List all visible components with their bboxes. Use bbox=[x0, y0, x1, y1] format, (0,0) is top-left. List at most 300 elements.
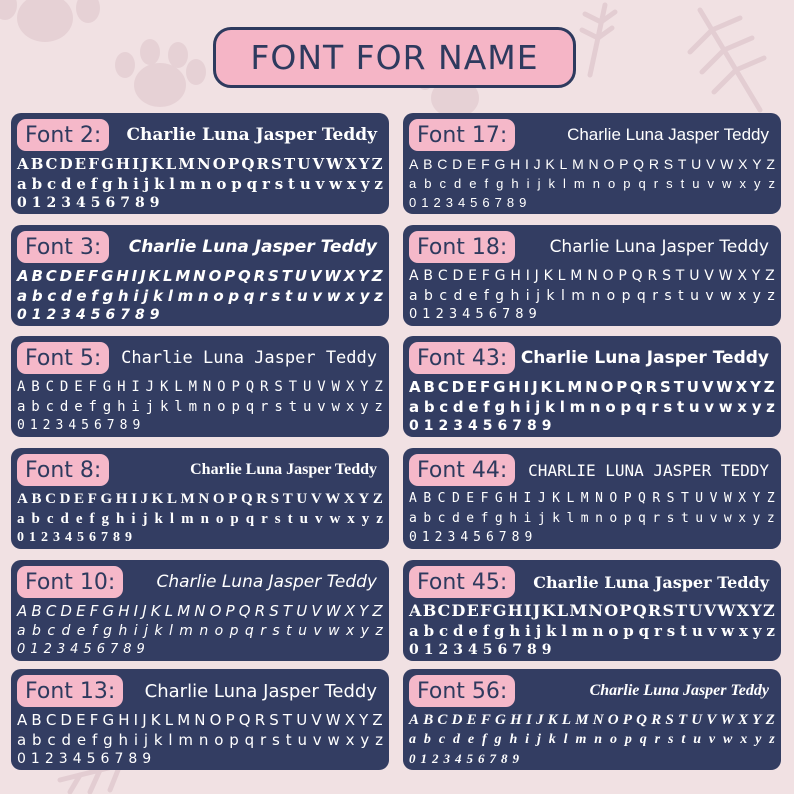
font-card bbox=[11, 336, 389, 437]
glyph: B bbox=[423, 491, 432, 506]
glyph: U bbox=[691, 712, 703, 728]
glyph: j bbox=[536, 732, 541, 747]
glyph: v bbox=[313, 623, 322, 639]
glyph: L bbox=[557, 268, 566, 284]
glyph: h bbox=[509, 398, 521, 416]
glyph: J bbox=[537, 491, 546, 506]
glyph: I bbox=[131, 379, 140, 395]
glyph: 1 bbox=[31, 307, 42, 323]
glyph: V bbox=[706, 156, 716, 172]
glyph: r bbox=[259, 287, 267, 305]
glyph: W bbox=[326, 155, 344, 173]
glyph: c bbox=[46, 175, 57, 193]
glyph: C bbox=[45, 379, 55, 395]
glyph: G bbox=[493, 378, 506, 396]
glyph: j bbox=[143, 175, 150, 193]
glyph: s bbox=[663, 398, 673, 416]
glyph: b bbox=[31, 511, 40, 527]
glyph: 0 bbox=[409, 418, 419, 434]
lowercase-row bbox=[409, 287, 775, 305]
glyph: X bbox=[738, 491, 747, 506]
glyph: g bbox=[494, 511, 503, 526]
glyph: G bbox=[101, 267, 114, 285]
glyph: y bbox=[753, 176, 761, 191]
glyph: M bbox=[188, 379, 197, 395]
glyph: Q bbox=[245, 379, 255, 395]
uppercase-row bbox=[17, 267, 383, 285]
glyph: v bbox=[312, 731, 322, 749]
glyph: n bbox=[591, 288, 601, 304]
glyph: o bbox=[608, 176, 616, 191]
glyph: 6 bbox=[100, 751, 110, 767]
glyph: t bbox=[681, 732, 686, 747]
glyph: i bbox=[133, 731, 138, 749]
glyph: m bbox=[575, 732, 587, 747]
font-label: Font 45: bbox=[409, 566, 515, 598]
glyph: G bbox=[102, 379, 112, 395]
glyph: Q bbox=[238, 711, 251, 729]
paw-print-icon bbox=[115, 39, 206, 107]
glyph: 0 bbox=[17, 530, 24, 545]
glyph: B bbox=[31, 267, 43, 285]
glyph: L bbox=[554, 378, 565, 396]
glyph: Z bbox=[371, 155, 383, 173]
glyph: 9 bbox=[132, 418, 141, 433]
glyph: d bbox=[61, 623, 71, 639]
glyph: z bbox=[375, 623, 383, 639]
glyph: l bbox=[168, 731, 173, 749]
glyph: p bbox=[229, 731, 239, 749]
glyph: b bbox=[423, 398, 435, 416]
glyph: l bbox=[174, 399, 183, 415]
glyph: 1 bbox=[421, 195, 429, 210]
glyph: v bbox=[708, 732, 716, 747]
glyph: y bbox=[359, 287, 370, 305]
glyph: f bbox=[483, 288, 489, 304]
glyph: 4 bbox=[70, 642, 79, 657]
glyph: 5 bbox=[482, 642, 493, 658]
glyph: 0 bbox=[17, 751, 26, 767]
glyph: w bbox=[720, 288, 732, 304]
glyph: V bbox=[311, 602, 322, 620]
digits-row bbox=[409, 306, 775, 324]
glyph: h bbox=[118, 623, 128, 639]
glyph: L bbox=[174, 379, 183, 395]
glyph: h bbox=[509, 622, 521, 640]
glyph: Q bbox=[630, 378, 643, 396]
font-sample-names: Charlie Luna Jasper Teddy bbox=[128, 237, 377, 257]
glyph: x bbox=[345, 287, 355, 305]
glyph: D bbox=[451, 491, 460, 506]
glyph: 5 bbox=[81, 418, 89, 433]
glyph: A bbox=[409, 268, 419, 284]
lowercase-row bbox=[17, 622, 383, 640]
glyph: g bbox=[494, 398, 506, 416]
glyph: a bbox=[17, 399, 26, 415]
glyph: q bbox=[244, 623, 254, 639]
glyph: j bbox=[535, 622, 542, 640]
glyph: o bbox=[217, 399, 226, 415]
glyph: Z bbox=[766, 491, 775, 506]
glyph: T bbox=[677, 156, 687, 172]
glyph: b bbox=[31, 399, 40, 415]
glyph: z bbox=[374, 287, 383, 305]
glyph: Z bbox=[762, 601, 775, 620]
glyph: R bbox=[256, 491, 268, 507]
glyph: p bbox=[623, 622, 634, 640]
glyph: 5 bbox=[90, 195, 101, 211]
glyph: 9 bbox=[541, 642, 552, 658]
glyph: u bbox=[299, 511, 308, 527]
glyph: q bbox=[243, 287, 255, 305]
glyph: E bbox=[74, 267, 86, 285]
glyph: E bbox=[467, 156, 477, 172]
glyph: A bbox=[409, 491, 417, 506]
glyph: O bbox=[602, 268, 614, 284]
glyph: M bbox=[567, 378, 583, 396]
glyph: x bbox=[737, 288, 747, 304]
glyph: b bbox=[424, 176, 432, 191]
glyph: 8 bbox=[501, 751, 508, 766]
glyph: M bbox=[175, 267, 191, 285]
digits-row bbox=[17, 417, 383, 435]
glyph: u bbox=[298, 623, 307, 639]
glyph: 8 bbox=[527, 642, 537, 658]
glyph: j bbox=[143, 287, 149, 305]
glyph: q bbox=[638, 622, 650, 640]
glyph: 0 bbox=[409, 530, 417, 545]
glyph: K bbox=[159, 379, 169, 395]
glyph: A bbox=[409, 156, 419, 172]
glyph: y bbox=[360, 399, 369, 415]
glyph: X bbox=[343, 491, 355, 507]
font-card bbox=[11, 225, 389, 326]
glyph: s bbox=[666, 622, 676, 640]
font-card bbox=[11, 448, 389, 549]
glyph: 5 bbox=[90, 307, 101, 323]
glyph: 5 bbox=[86, 751, 96, 767]
font-card bbox=[11, 113, 389, 214]
glyph: k bbox=[545, 398, 556, 416]
glyph: o bbox=[606, 288, 616, 304]
glyph: J bbox=[535, 712, 544, 728]
glyph: C bbox=[437, 712, 448, 728]
glyph: o bbox=[215, 511, 224, 527]
glyph: b bbox=[32, 731, 42, 749]
glyph: l bbox=[169, 511, 175, 527]
glyph: H bbox=[115, 491, 128, 507]
glyph: V bbox=[706, 712, 717, 728]
glyph: r bbox=[261, 511, 268, 527]
glyph: d bbox=[452, 732, 460, 747]
glyph: U bbox=[294, 267, 307, 285]
glyph: Q bbox=[633, 156, 645, 172]
glyph: Y bbox=[750, 601, 762, 620]
glyph: K bbox=[148, 267, 161, 285]
glyph: w bbox=[327, 731, 340, 749]
glyph: U bbox=[296, 711, 308, 729]
glyph: s bbox=[272, 623, 280, 639]
glyph: i bbox=[525, 288, 530, 304]
glyph: C bbox=[45, 711, 57, 729]
glyph: P bbox=[619, 601, 632, 620]
glyph: Z bbox=[765, 268, 775, 284]
glyph: o bbox=[214, 731, 224, 749]
glyph: S bbox=[660, 378, 671, 396]
glyph: 5 bbox=[83, 642, 92, 657]
glyph: n bbox=[200, 175, 212, 193]
glyph: c bbox=[437, 511, 446, 526]
glyph: z bbox=[768, 176, 775, 191]
glyph: K bbox=[150, 602, 161, 620]
glyph: 6 bbox=[105, 195, 116, 211]
glyph: t bbox=[286, 623, 292, 639]
glyph: h bbox=[117, 175, 129, 193]
glyph: Q bbox=[638, 491, 646, 506]
glyph: W bbox=[324, 267, 341, 285]
digits-row bbox=[17, 306, 383, 324]
glyph: L bbox=[164, 602, 174, 620]
glyph: E bbox=[76, 602, 86, 620]
font-sample-names: Charlie Luna Jasper Teddy bbox=[126, 125, 377, 145]
glyph: 6 bbox=[93, 418, 102, 433]
glyph: w bbox=[331, 399, 340, 415]
glyph: T bbox=[282, 491, 293, 507]
font-sample-names: Charlie Luna Jasper Teddy bbox=[520, 348, 769, 368]
glyph: 8 bbox=[123, 642, 132, 657]
glyph: 6 bbox=[478, 751, 485, 766]
glyph: c bbox=[438, 622, 449, 640]
glyph: 0 bbox=[17, 642, 26, 657]
glyph: Z bbox=[374, 379, 383, 395]
uppercase-row bbox=[409, 378, 775, 396]
glyph: I bbox=[133, 711, 139, 729]
glyph: C bbox=[437, 601, 451, 620]
glyph: t bbox=[676, 398, 685, 416]
glyph: T bbox=[680, 491, 689, 506]
glyph: B bbox=[423, 378, 435, 396]
glyph: G bbox=[102, 711, 115, 729]
glyph: R bbox=[647, 601, 662, 620]
glyph: Q bbox=[636, 712, 648, 728]
glyph: f bbox=[89, 511, 95, 527]
font-card bbox=[11, 560, 389, 661]
glyph: Z bbox=[372, 491, 383, 507]
glyph: W bbox=[717, 601, 736, 620]
lowercase-row bbox=[17, 510, 383, 528]
paw-print-icon bbox=[0, 0, 100, 42]
glyph: w bbox=[718, 398, 733, 416]
glyph: I bbox=[523, 378, 530, 396]
glyph: j bbox=[536, 288, 540, 304]
glyph: N bbox=[193, 267, 206, 285]
glyph: 7 bbox=[109, 642, 119, 657]
glyph: O bbox=[604, 601, 619, 620]
glyph: T bbox=[282, 711, 293, 729]
glyph: Q bbox=[632, 601, 647, 620]
glyph: u bbox=[688, 398, 700, 416]
glyph: p bbox=[229, 623, 239, 639]
glyph: r bbox=[260, 623, 266, 639]
glyph: i bbox=[525, 732, 530, 747]
glyph: 5 bbox=[473, 530, 481, 545]
glyph: U bbox=[296, 491, 308, 507]
glyph: P bbox=[619, 156, 629, 172]
glyph: s bbox=[271, 287, 281, 305]
glyph: o bbox=[609, 511, 618, 526]
glyph: m bbox=[178, 731, 194, 749]
glyph: 2 bbox=[46, 307, 57, 323]
glyph: Q bbox=[631, 268, 643, 284]
glyph: v bbox=[314, 511, 323, 527]
glyph: k bbox=[546, 622, 557, 640]
glyph: U bbox=[296, 602, 308, 620]
glyph: u bbox=[299, 175, 311, 193]
glyph: V bbox=[310, 491, 322, 507]
glyph: M bbox=[177, 711, 191, 729]
glyph: T bbox=[281, 267, 292, 285]
glyph: x bbox=[346, 175, 356, 193]
glyph: L bbox=[165, 155, 177, 173]
glyph: n bbox=[589, 398, 601, 416]
glyph: 2 bbox=[433, 195, 441, 210]
glyph: Y bbox=[751, 268, 761, 284]
glyph: L bbox=[566, 491, 575, 506]
glyph: d bbox=[453, 288, 463, 304]
glyph: Y bbox=[752, 491, 761, 506]
glyph: V bbox=[312, 155, 325, 173]
uppercase-row bbox=[409, 711, 775, 729]
glyph: 4 bbox=[457, 195, 466, 210]
digits-row bbox=[409, 750, 775, 768]
glyph: U bbox=[689, 268, 700, 284]
glyph: O bbox=[212, 491, 225, 507]
glyph: X bbox=[343, 267, 356, 285]
glyph: F bbox=[480, 491, 489, 506]
glyph: l bbox=[167, 287, 173, 305]
glyph: x bbox=[738, 511, 747, 526]
glyph: 7 bbox=[512, 642, 522, 658]
glyph: 4 bbox=[462, 307, 471, 322]
glyph: L bbox=[164, 711, 174, 729]
glyph: W bbox=[716, 378, 733, 396]
glyph: m bbox=[179, 623, 193, 639]
glyph: Y bbox=[752, 712, 762, 728]
digits-row bbox=[17, 641, 383, 659]
glyph: M bbox=[569, 601, 588, 620]
font-label: Font 18: bbox=[409, 231, 515, 263]
glyph: e bbox=[75, 511, 83, 527]
glyph: Y bbox=[359, 602, 369, 620]
glyph: F bbox=[88, 379, 97, 395]
glyph: y bbox=[361, 511, 370, 527]
glyph: I bbox=[132, 155, 140, 173]
glyph: v bbox=[312, 287, 323, 305]
glyph: 9 bbox=[142, 751, 152, 767]
glyph: i bbox=[133, 623, 138, 639]
glyph: 8 bbox=[527, 418, 537, 434]
glyph: S bbox=[662, 268, 671, 284]
glyph: g bbox=[101, 511, 110, 527]
glyph: m bbox=[580, 511, 589, 526]
glyph: 7 bbox=[498, 530, 507, 545]
glyph: P bbox=[618, 268, 627, 284]
glyph: l bbox=[562, 176, 566, 191]
glyph: A bbox=[17, 379, 26, 395]
glyph: 0 bbox=[17, 195, 27, 211]
glyph: V bbox=[317, 379, 326, 395]
glyph: w bbox=[722, 176, 732, 191]
glyph: c bbox=[45, 399, 55, 415]
glyph: d bbox=[452, 622, 464, 640]
glyph: 3 bbox=[61, 307, 71, 323]
glyph: p bbox=[620, 398, 632, 416]
glyph: a bbox=[409, 176, 417, 191]
glyph: p bbox=[624, 732, 632, 747]
glyph: q bbox=[636, 288, 646, 304]
glyph: l bbox=[561, 622, 567, 640]
glyph: J bbox=[140, 491, 149, 507]
lowercase-row bbox=[17, 175, 383, 193]
glyph: d bbox=[452, 398, 464, 416]
glyph: T bbox=[283, 155, 296, 173]
glyph: c bbox=[439, 398, 449, 416]
glyph: J bbox=[532, 601, 541, 620]
glyph: q bbox=[639, 732, 647, 747]
glyph: D bbox=[452, 268, 464, 284]
glyph: 9 bbox=[136, 642, 145, 657]
glyph: z bbox=[376, 511, 383, 527]
glyph: O bbox=[607, 712, 619, 728]
glyph: q bbox=[244, 731, 255, 749]
glyph: F bbox=[480, 601, 492, 620]
glyph: E bbox=[76, 711, 86, 729]
glyph: a bbox=[409, 732, 416, 747]
glyph: R bbox=[645, 378, 658, 396]
font-sample-names: Charlie Luna Jasper Teddy bbox=[156, 572, 377, 592]
glyph: w bbox=[721, 622, 735, 640]
glyph: 9 bbox=[512, 751, 519, 766]
glyph: Q bbox=[240, 491, 253, 507]
glyph: S bbox=[269, 602, 279, 620]
glyph: H bbox=[116, 267, 129, 285]
glyph: O bbox=[603, 156, 615, 172]
glyph: L bbox=[556, 601, 569, 620]
glyph: P bbox=[623, 491, 632, 506]
glyph: V bbox=[704, 268, 714, 284]
glyph: F bbox=[481, 268, 490, 284]
uppercase-row bbox=[17, 378, 383, 396]
glyph: X bbox=[738, 712, 749, 728]
glyph: f bbox=[91, 287, 98, 305]
glyph: k bbox=[548, 732, 556, 747]
glyph: a bbox=[409, 288, 418, 304]
glyph: D bbox=[451, 601, 466, 620]
glyph: y bbox=[752, 622, 762, 640]
glyph: V bbox=[703, 601, 717, 620]
uppercase-row bbox=[409, 155, 775, 173]
glyph: R bbox=[652, 491, 661, 506]
glyph: K bbox=[543, 268, 553, 284]
glyph: C bbox=[437, 491, 446, 506]
glyph: d bbox=[451, 511, 460, 526]
glyph: G bbox=[100, 155, 114, 173]
glyph: x bbox=[345, 399, 355, 415]
glyph: e bbox=[74, 399, 83, 415]
glyph: H bbox=[117, 379, 126, 395]
glyph: M bbox=[178, 155, 195, 173]
glyph: k bbox=[154, 623, 163, 639]
